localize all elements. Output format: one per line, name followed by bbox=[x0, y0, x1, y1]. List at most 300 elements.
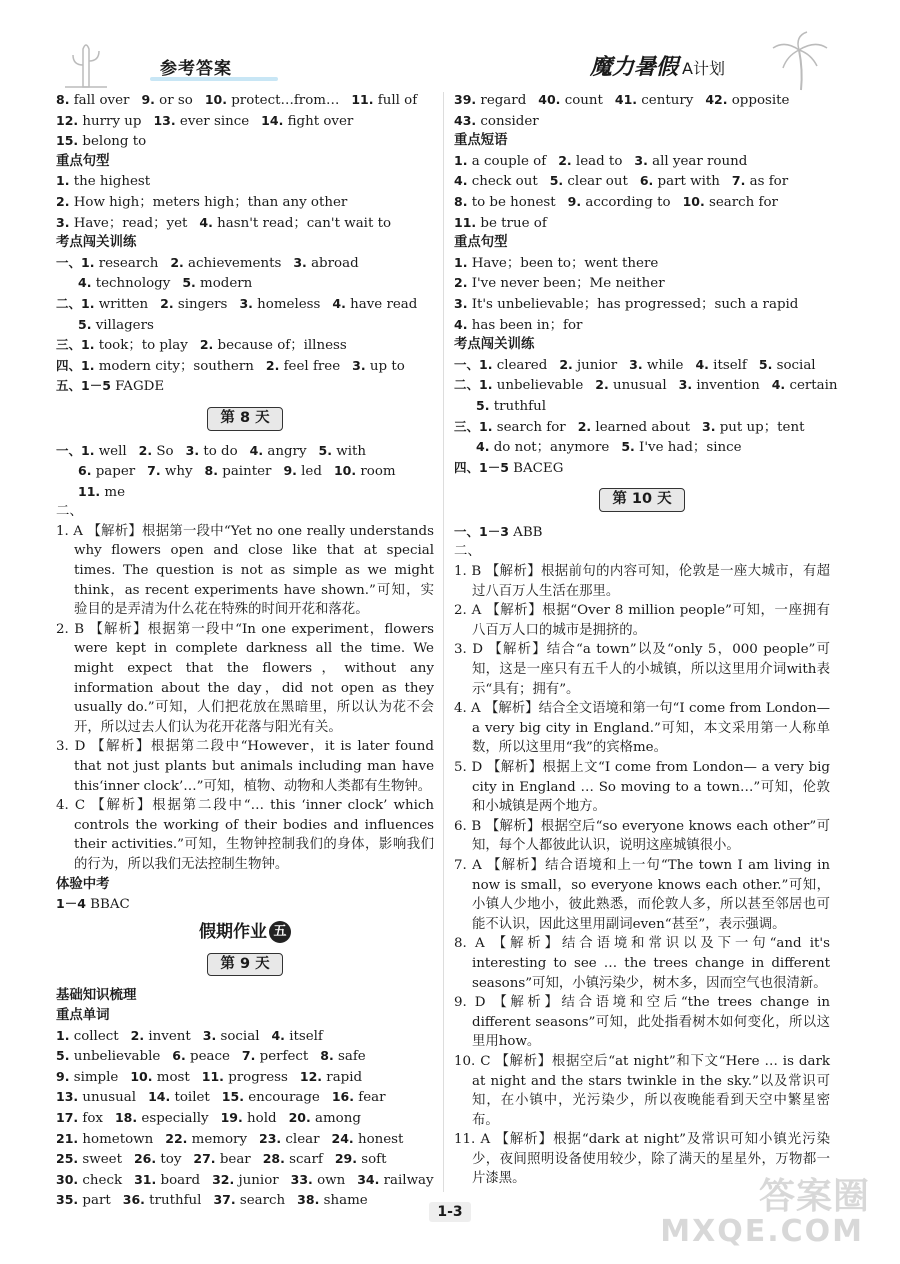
item-answer: part bbox=[78, 1193, 111, 1209]
answer-item bbox=[702, 420, 804, 435]
page-header bbox=[0, 0, 900, 92]
item-answer: count bbox=[560, 93, 603, 108]
item-answer: homeless bbox=[252, 296, 321, 312]
item-number: 3. bbox=[629, 356, 643, 372]
answer-line bbox=[56, 376, 434, 397]
answer-item bbox=[56, 1029, 119, 1044]
answer-line bbox=[454, 111, 830, 132]
answer-item bbox=[200, 338, 347, 353]
item-number: 42. bbox=[705, 92, 728, 107]
item-answer: encourage bbox=[243, 1090, 320, 1106]
answer-item bbox=[56, 897, 130, 912]
item-number: 8. bbox=[204, 463, 218, 479]
item-answer: me bbox=[100, 484, 126, 500]
item-answer: achievements bbox=[183, 255, 282, 271]
answer-item bbox=[629, 358, 683, 373]
answer-item bbox=[56, 338, 188, 353]
explanation: 3. D 【解析】结合“a town”以及“only 5，000 people”可知，这是一座只有五千人的小城镇，所以这里用介词with表示“具有；拥有”。 bbox=[454, 642, 830, 697]
answer-item bbox=[454, 174, 538, 189]
answer-item bbox=[170, 256, 281, 271]
item-answer: to be honest bbox=[467, 194, 556, 210]
item-number: 10. bbox=[682, 193, 705, 209]
item-answer: clear out bbox=[563, 174, 628, 190]
item-answer: fox bbox=[78, 1110, 103, 1126]
item-number: 2. bbox=[138, 442, 153, 458]
answer-item bbox=[148, 1090, 210, 1105]
item-answer: all year round bbox=[647, 153, 748, 169]
item-number: 2. bbox=[199, 337, 214, 353]
item-answer: social bbox=[772, 357, 816, 373]
item-answer: perfect bbox=[255, 1049, 309, 1065]
item-answer: while bbox=[642, 357, 684, 373]
item-answer: hometown bbox=[78, 1131, 154, 1147]
item-number: 6. bbox=[78, 463, 92, 479]
answer-line bbox=[56, 461, 434, 482]
item-answer: search bbox=[235, 1193, 286, 1209]
item-number: 9. bbox=[567, 193, 582, 209]
item-number: 2. bbox=[170, 254, 184, 270]
answer-item bbox=[199, 216, 391, 231]
item-number: 21. bbox=[56, 1130, 79, 1146]
answer-item bbox=[160, 297, 227, 312]
item-number: 3. bbox=[352, 357, 366, 373]
item-number: 41. bbox=[614, 92, 638, 107]
answer-line bbox=[56, 1067, 434, 1088]
item-number: 3. bbox=[185, 442, 200, 458]
day-badge: 第 10 天 bbox=[599, 488, 684, 512]
item-answer: truthful bbox=[489, 398, 546, 414]
item-answer: well bbox=[94, 443, 127, 459]
item-number: 32. bbox=[212, 1171, 235, 1187]
item-number: 4. bbox=[199, 214, 213, 230]
answer-line bbox=[56, 90, 434, 111]
item-answer: FAGDE bbox=[110, 379, 165, 395]
answer-line bbox=[56, 111, 434, 132]
item-answer: memory bbox=[187, 1131, 248, 1147]
answer-line bbox=[56, 1108, 434, 1129]
answer-line bbox=[454, 213, 830, 234]
cactus-icon bbox=[55, 35, 117, 90]
item-number: 8. bbox=[454, 193, 468, 209]
answer-item bbox=[205, 464, 272, 479]
answer-line bbox=[454, 315, 830, 336]
item-answer: modern bbox=[195, 276, 253, 292]
answer-line bbox=[454, 151, 830, 172]
answer-item bbox=[454, 216, 547, 231]
explanation: 6. B 【解析】根据空后“so everyone knows each other”可知，每个人都彼此认识，说明这座城镇很小。 bbox=[454, 818, 830, 854]
section-label: 二、 bbox=[454, 544, 481, 560]
item-answer: among bbox=[310, 1110, 361, 1126]
item-number: 4. bbox=[695, 356, 709, 372]
answer-item bbox=[186, 444, 238, 459]
item-answer: invent bbox=[144, 1028, 191, 1044]
item-answer: So bbox=[152, 443, 174, 459]
item-answer: opposite bbox=[727, 93, 790, 108]
item-number: 2. bbox=[454, 275, 468, 291]
answer-line bbox=[56, 356, 434, 377]
answer-item bbox=[332, 1132, 404, 1147]
item-answer: do not；anymore bbox=[489, 440, 610, 456]
answer-line bbox=[454, 437, 830, 458]
item-number: 13. bbox=[153, 112, 176, 128]
item-answer: protect…from… bbox=[226, 93, 340, 108]
item-number: 31. bbox=[134, 1171, 157, 1187]
section-label: 二、 bbox=[56, 504, 83, 520]
answer-item bbox=[454, 525, 543, 540]
item-number: 27. bbox=[193, 1151, 216, 1167]
answer-item bbox=[78, 485, 125, 500]
item-number: 5. bbox=[758, 356, 773, 372]
answer-item bbox=[615, 93, 693, 108]
answer-item bbox=[78, 464, 135, 479]
item-number: 4. bbox=[249, 442, 264, 458]
item-answer: research bbox=[94, 255, 159, 271]
answer-item bbox=[454, 297, 798, 312]
explanation: 2. A 【解析】根据“Over 8 million people”可知，一座拥有八百万人口的城市是拥挤的。 bbox=[454, 603, 830, 638]
item-number: 7. bbox=[147, 463, 161, 479]
item-number: 5. bbox=[78, 316, 92, 332]
item-answer: with bbox=[331, 443, 366, 459]
item-number: 16. bbox=[331, 1089, 354, 1105]
item-number: 2. bbox=[577, 418, 592, 434]
item-answer: or so bbox=[154, 93, 193, 108]
header-brand: 魔力暑假 A计划 bbox=[590, 55, 725, 80]
answer-item bbox=[56, 1111, 103, 1126]
item-number: 4. bbox=[771, 377, 786, 393]
item-answer: itself bbox=[284, 1028, 323, 1044]
item-number: 3. bbox=[293, 254, 307, 270]
answer-item bbox=[261, 114, 353, 129]
answer-item bbox=[172, 1049, 230, 1064]
item-number: 12. bbox=[299, 1068, 323, 1084]
answer-item bbox=[259, 1132, 320, 1147]
answer-line bbox=[454, 294, 830, 315]
answer-item bbox=[621, 440, 741, 455]
item-answer: villagers bbox=[91, 317, 154, 333]
item-number: 10. bbox=[130, 1068, 153, 1084]
answer-item bbox=[242, 1049, 308, 1064]
item-answer: painter bbox=[218, 464, 272, 480]
item-answer: soft bbox=[356, 1152, 387, 1168]
answer-item bbox=[139, 444, 174, 459]
answer-item bbox=[193, 1152, 250, 1167]
holiday-title: 假期作业 五 bbox=[56, 921, 434, 943]
answer-item bbox=[78, 318, 154, 333]
answer-item bbox=[293, 256, 358, 271]
item-number: 一、1. bbox=[56, 254, 95, 270]
item-number: 17. bbox=[56, 1109, 79, 1125]
answer-line bbox=[454, 273, 830, 294]
answer-item bbox=[683, 195, 778, 210]
item-number: 3. bbox=[56, 214, 70, 230]
answer-line bbox=[454, 522, 830, 543]
answer-item bbox=[352, 359, 405, 374]
item-number: 三、1. bbox=[454, 418, 493, 434]
answer-line bbox=[56, 213, 434, 234]
answer-line bbox=[56, 1149, 434, 1170]
answer-item bbox=[56, 174, 150, 189]
item-number: 28. bbox=[262, 1151, 285, 1167]
item-number: 33. bbox=[290, 1171, 313, 1187]
item-number: 11. bbox=[351, 92, 374, 107]
item-number: 14. bbox=[261, 112, 284, 128]
item-answer: toilet bbox=[170, 1090, 210, 1106]
item-answer: Have；been to；went there bbox=[467, 255, 659, 271]
palm-tree-icon bbox=[765, 30, 835, 92]
item-number: 34. bbox=[357, 1171, 380, 1187]
item-number: 4. bbox=[332, 295, 346, 311]
item-number: 5. bbox=[621, 439, 635, 455]
item-number: 8. bbox=[56, 92, 70, 107]
item-number: 一、1. bbox=[56, 442, 95, 458]
item-answer: learned about bbox=[591, 419, 691, 435]
answer-item bbox=[56, 256, 158, 271]
answer-line bbox=[56, 192, 434, 213]
answer-item bbox=[289, 1111, 361, 1126]
item-number: 6. bbox=[172, 1048, 186, 1064]
answer-item bbox=[759, 358, 816, 373]
item-answer: ever since bbox=[175, 113, 250, 129]
answer-item bbox=[679, 378, 760, 393]
item-number: 四、1. bbox=[56, 357, 95, 373]
item-answer: full of bbox=[373, 93, 418, 108]
item-number: 9. bbox=[56, 1068, 70, 1084]
answer-line bbox=[56, 294, 434, 315]
answer-item bbox=[56, 1173, 122, 1188]
answer-item bbox=[78, 276, 170, 291]
item-number: 39. bbox=[454, 92, 477, 107]
answer-item bbox=[454, 318, 582, 333]
header-left-title: 参考答案 bbox=[160, 59, 232, 79]
item-answer: shame bbox=[319, 1193, 368, 1209]
item-number: 22. bbox=[165, 1130, 188, 1146]
answer-line bbox=[56, 171, 434, 192]
answer-line bbox=[454, 90, 830, 111]
answer-item bbox=[283, 464, 322, 479]
item-answer: century bbox=[637, 93, 694, 108]
item-number: 20. bbox=[288, 1109, 311, 1125]
item-number: 3. bbox=[454, 295, 468, 311]
item-answer: simple bbox=[69, 1069, 119, 1085]
answer-line bbox=[56, 1170, 434, 1191]
item-number: 3. bbox=[678, 377, 693, 393]
answer-item bbox=[454, 378, 583, 393]
answer-item bbox=[732, 174, 788, 189]
item-number: 9. bbox=[141, 92, 155, 107]
item-number: 4. bbox=[271, 1027, 285, 1043]
explanation: 8. A 【解析】结合语境和常识以及下一句“and it's interesting to see … the trees change in different seasons”可知，小镇污染少，树木多，因而空气也很清新。 bbox=[454, 936, 830, 991]
item-answer: toy bbox=[156, 1152, 182, 1168]
answer-item bbox=[202, 1070, 288, 1085]
answer-item bbox=[351, 93, 417, 108]
item-number: 13. bbox=[56, 1089, 79, 1105]
item-number: 2. bbox=[160, 295, 174, 311]
answer-item bbox=[640, 174, 720, 189]
item-number: 37. bbox=[213, 1192, 236, 1208]
item-answer: because of；illness bbox=[213, 338, 347, 354]
item-number: 14. bbox=[148, 1089, 171, 1105]
answer-item bbox=[182, 276, 252, 291]
item-answer: collect bbox=[69, 1028, 119, 1044]
explanation: 1. B 【解析】根据前句的内容可知，伦敦是一座大城市，有超过八百万人生活在那里。 bbox=[454, 564, 830, 599]
answer-item bbox=[538, 93, 603, 108]
answer-line bbox=[56, 441, 434, 462]
item-number: 2. bbox=[130, 1027, 145, 1043]
item-answer: ABB bbox=[508, 524, 543, 540]
answer-item bbox=[454, 195, 556, 210]
item-answer: cleared bbox=[492, 357, 548, 373]
explanation: 11. A 【解析】根据“dark at night”及常识可知小镇光污染少，夜间照明设备使用较少，除了满天的星星外，万物都一片漆黑。 bbox=[454, 1132, 830, 1187]
answer-item bbox=[56, 216, 187, 231]
item-number: 四、1－5 bbox=[454, 459, 509, 475]
answer-item bbox=[291, 1173, 346, 1188]
item-number: 26. bbox=[133, 1151, 157, 1167]
item-answer: belong to bbox=[78, 134, 147, 150]
answer-item bbox=[320, 1049, 365, 1064]
item-answer: abroad bbox=[306, 255, 359, 271]
item-number: 38. bbox=[297, 1192, 320, 1208]
answer-line bbox=[56, 482, 434, 503]
section-title: 重点单词 bbox=[56, 1007, 110, 1023]
item-answer: invention bbox=[692, 378, 760, 394]
item-number: 10. bbox=[204, 92, 227, 107]
answer-item bbox=[130, 1070, 189, 1085]
answer-item bbox=[568, 195, 671, 210]
item-answer: rapid bbox=[322, 1069, 363, 1085]
item-number: 1. bbox=[454, 254, 468, 270]
item-number: 29. bbox=[334, 1151, 357, 1167]
answer-item bbox=[476, 440, 609, 455]
item-answer: consider bbox=[476, 113, 539, 129]
item-number: 3. bbox=[239, 295, 253, 311]
item-answer: up to bbox=[365, 358, 405, 374]
answer-item bbox=[134, 1152, 181, 1167]
explanation: 3. D 【解析】根据第二段中“However，it is later found that not just plants but animals including man have this‘inner clock’…”可知，植物、动物和人类都有生物钟。 bbox=[56, 739, 434, 794]
item-answer: modern city；southern bbox=[94, 358, 254, 374]
item-number: 15. bbox=[56, 133, 79, 149]
answer-line bbox=[454, 417, 830, 438]
answer-line bbox=[56, 273, 434, 294]
explanation: 2. B 【解析】根据第一段中“In one experiment，flowers were kept in complete darkness all the time. We might expect that the flowers，without any information about the day，did not open as they usually do.”可知，人们把花放在黑暗里，所以认为花不会开，所以过去人们认为花开花落与阳光有关。 bbox=[56, 621, 434, 735]
item-answer: check bbox=[78, 1172, 123, 1188]
answer-item bbox=[357, 1173, 433, 1188]
item-number: 一、1－3 bbox=[454, 523, 509, 539]
answer-item bbox=[559, 358, 617, 373]
item-number: 43. bbox=[454, 112, 477, 128]
item-answer: paper bbox=[91, 464, 136, 480]
item-number: 4. bbox=[454, 316, 468, 332]
answer-line bbox=[454, 396, 830, 417]
answer-item bbox=[56, 134, 146, 149]
item-answer: itself bbox=[708, 357, 747, 373]
item-answer: Have；read；yet bbox=[69, 215, 188, 231]
item-number: 2. bbox=[56, 193, 70, 209]
item-answer: hurry up bbox=[78, 113, 142, 129]
answer-item bbox=[454, 256, 658, 271]
item-number: 8. bbox=[320, 1048, 334, 1064]
item-answer: How high；meters high；than any other bbox=[69, 194, 348, 210]
answer-item bbox=[266, 359, 340, 374]
item-answer: BBAC bbox=[85, 897, 130, 913]
answer-line bbox=[454, 171, 830, 192]
explanation: 4. C 【解析】根据第二段中“… this ‘inner clock’ which controls the working of their bodies and influences their activities.”可知，生物钟控制我们的身体，影响我们的行为，所以我们无法控制生物钟。 bbox=[56, 798, 434, 872]
item-number: 5. bbox=[56, 1048, 70, 1064]
item-number: 1. bbox=[56, 173, 70, 189]
item-answer: put up；tent bbox=[715, 419, 805, 435]
page-number: 1-3 bbox=[0, 1204, 900, 1220]
item-number: 2. bbox=[265, 357, 280, 373]
item-answer: junior bbox=[572, 357, 618, 373]
item-number: 11. bbox=[201, 1068, 224, 1084]
item-answer: safe bbox=[333, 1049, 366, 1065]
answer-item bbox=[334, 464, 396, 479]
item-answer: honest bbox=[353, 1131, 404, 1147]
item-number: 9. bbox=[283, 463, 297, 479]
item-answer: certain bbox=[785, 378, 838, 394]
answer-item bbox=[263, 1152, 323, 1167]
answer-line bbox=[56, 1087, 434, 1108]
answer-line bbox=[56, 1129, 434, 1150]
answer-item bbox=[141, 93, 192, 108]
answer-item bbox=[131, 1029, 191, 1044]
item-answer: I've had；since bbox=[634, 440, 742, 456]
item-number: 3. bbox=[202, 1027, 217, 1043]
answer-item bbox=[454, 114, 539, 129]
answer-line bbox=[56, 1046, 434, 1067]
answer-item bbox=[454, 154, 546, 169]
item-number: 11. bbox=[454, 214, 477, 230]
item-number: 35. bbox=[56, 1192, 79, 1208]
item-answer: search for bbox=[704, 194, 778, 210]
answer-item bbox=[56, 359, 254, 374]
item-answer: lead to bbox=[571, 153, 623, 169]
item-number: 一、1. bbox=[454, 356, 493, 372]
item-answer: led bbox=[296, 464, 322, 480]
day-badge: 第 8 天 bbox=[207, 407, 282, 431]
answer-item bbox=[239, 297, 320, 312]
item-answer: feel free bbox=[279, 358, 341, 374]
item-number: 5. bbox=[476, 397, 490, 413]
item-number: 五、1－5 bbox=[56, 378, 111, 394]
explanation: 5. D 【解析】根据上文“I come from London— a very big city in England … So moving to a town…”可知，伦敦和小城镇是两个地方。 bbox=[454, 760, 830, 815]
item-number: 12. bbox=[56, 112, 79, 128]
watermark-url: MXQE.COM bbox=[660, 1214, 864, 1249]
answer-item bbox=[332, 297, 417, 312]
item-number: 4. bbox=[476, 439, 490, 455]
item-answer: to do bbox=[199, 443, 238, 459]
answer-item bbox=[705, 93, 789, 108]
answer-item bbox=[454, 276, 665, 291]
item-answer: most bbox=[152, 1069, 190, 1085]
answer-item bbox=[335, 1152, 387, 1167]
answer-item bbox=[153, 114, 249, 129]
item-answer: unbelievable bbox=[69, 1049, 161, 1065]
item-answer: as for bbox=[745, 174, 789, 190]
item-number: 2. bbox=[558, 152, 572, 168]
item-number: 三、1. bbox=[56, 337, 95, 353]
answer-line bbox=[56, 894, 434, 915]
number-badge: 五 bbox=[269, 921, 291, 943]
answer-item bbox=[595, 378, 666, 393]
answer-line bbox=[454, 253, 830, 274]
item-number: 2. bbox=[559, 356, 573, 372]
answer-line bbox=[454, 375, 838, 396]
answer-item bbox=[578, 420, 690, 435]
answer-item bbox=[56, 195, 347, 210]
answer-item bbox=[56, 1070, 118, 1085]
item-answer: hold bbox=[242, 1110, 277, 1126]
answer-line bbox=[454, 192, 830, 213]
